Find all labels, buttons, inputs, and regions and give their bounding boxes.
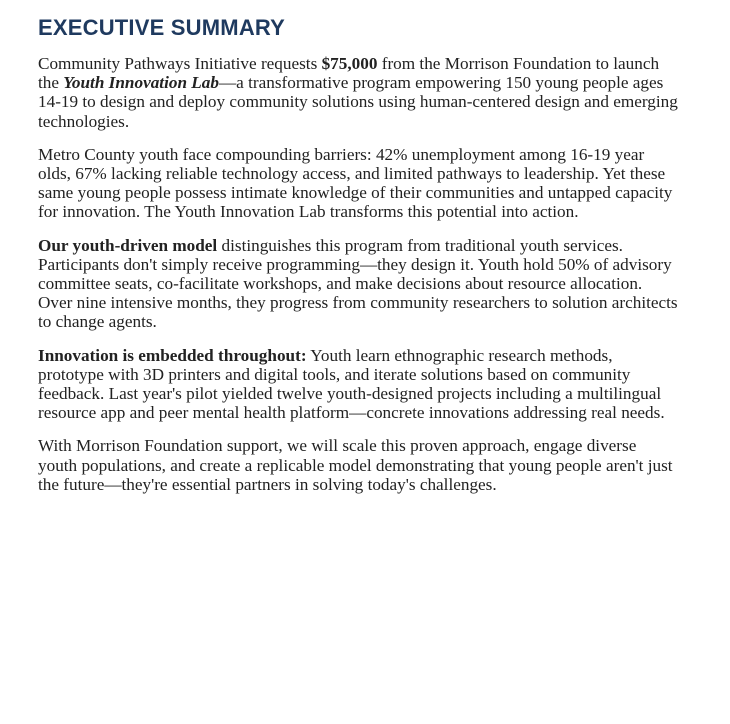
paragraph-need: Metro County youth face compounding barriers: 42% unemployment among 16-19 year olds, 67% lacking reliable technology access, and limited pathways to leadership. Yet these same young people possess intimate knowledge of their communities and untapped capacity for innovation. The Youth Innovation Lab transforms this potential into action. xyxy=(38,144,673,222)
paragraph-closing: With Morrison Foundation support, we will scale this proven approach, engage diverse youth populations, and create a replicable model demonstrating that young people aren't just the future—they're essential partners in solving today's challenges. xyxy=(38,436,673,494)
model-text: distinguishes this program from traditional youth services. Participants don't simply receive programming—they design it. Youth hold 50% of advisory committee seats, co-facilitate workshops, and make decisions about resource allocation. Over nine intensive months, they progress from community researchers to solution architects to change agents. xyxy=(38,235,678,332)
intro-text-a: Community Pathways Initiative requests xyxy=(38,54,322,73)
paragraph-intro xyxy=(38,54,678,131)
model-lead: Our youth-driven model xyxy=(38,235,218,255)
innovation-text: Youth learn ethnographic research methods, prototype with 3D printers and digital tools, and iterate solutions based on community feedback. Last year's pilot yielded twelve youth-designed projects including a multilingual resource app and peer mental health platform—concrete innovations addressing real needs. xyxy=(38,345,665,423)
paragraph-innovation xyxy=(38,346,678,423)
document-page xyxy=(38,14,678,508)
section-title: EXECUTIVE SUMMARY xyxy=(38,15,286,40)
intro-text-b: from the Morrison Foundation to launch the xyxy=(38,54,660,93)
innovation-lead: Innovation is embedded throughout: xyxy=(38,345,307,365)
intro-text-c: —a transformative program empowering 150 young people ages 14-19 to design and deploy community solutions using human-centered design and emerging technologies. xyxy=(38,73,678,131)
program-name: Youth Innovation Lab xyxy=(63,73,219,93)
request-amount: $75,000 xyxy=(321,54,378,73)
paragraph-model xyxy=(38,236,678,332)
